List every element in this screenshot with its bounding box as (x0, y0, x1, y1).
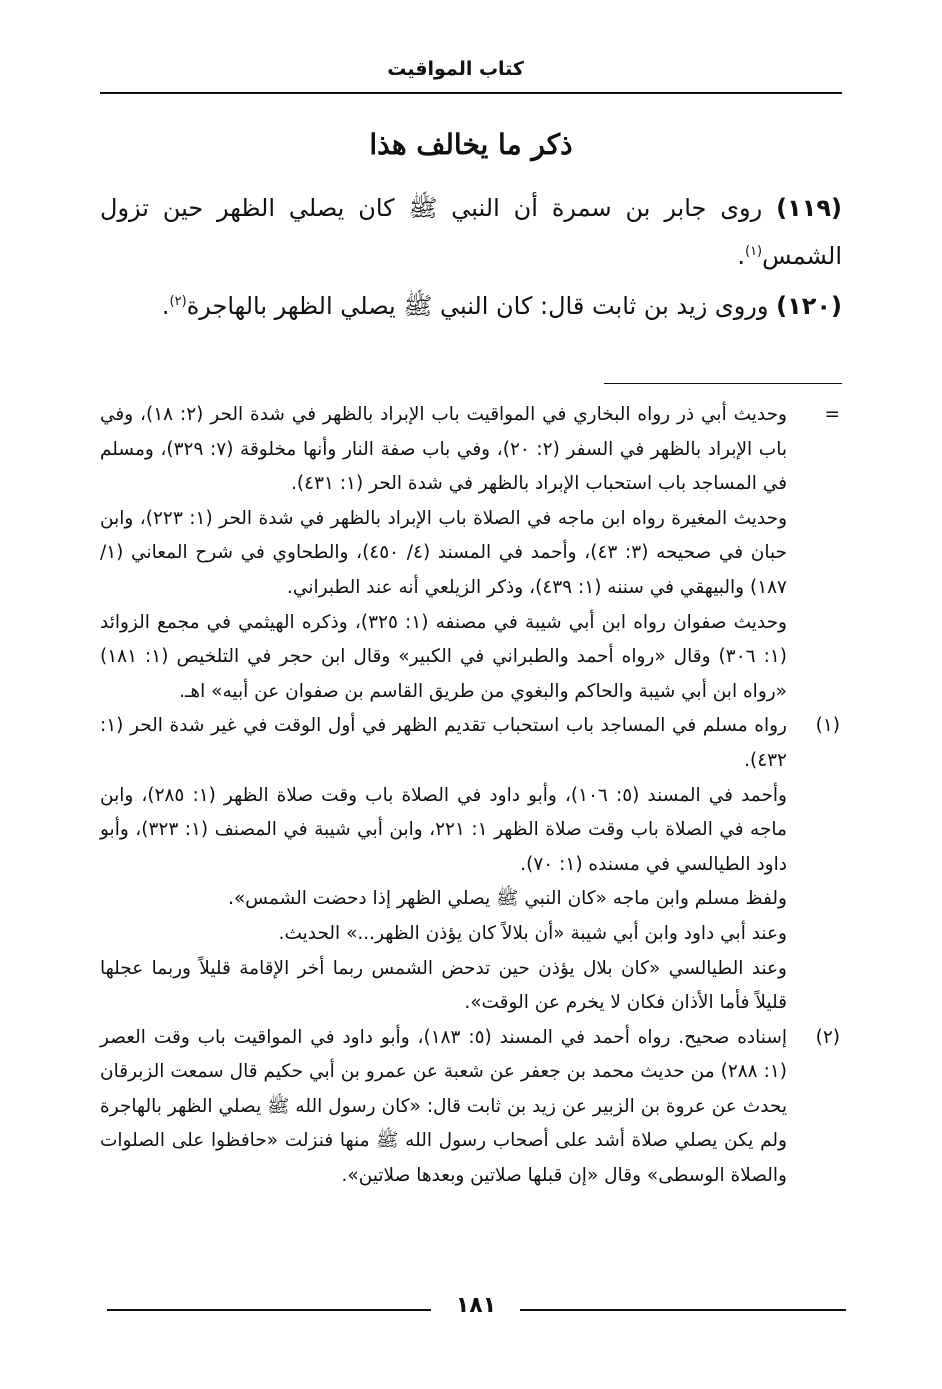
footnote-text: وعند أبي داود وابن أبي شيبة «أن بلالاً كان يؤذن الظهر...» الحديث. (278, 922, 787, 944)
footnote-text: وحديث المغيرة رواه ابن ماجه في الصلاة باب الإبراد بالظهر في شدة الحر (١: ٢٢٣)، وابن حبان في صحيحه (٣: ٤٣)، وأحمد في المسند (٤/ ٤٥٠)، والطحاوي في شرح المعاني (١/ ١٨٧) والبيهقي في سننه (١: ٤٣٩)، وذكر الزيلعي أنه عند الطبراني. (100, 507, 788, 598)
footnote-continuation (100, 398, 842, 502)
hadith-number: (١١٩) (776, 194, 842, 222)
header-rule (100, 92, 842, 94)
page-number: ١٨١ (455, 1293, 497, 1318)
hadith-text: روى جابر بن سمرة أن النبي ﷺ كان يصلي الظهر حين تزول الشمس (100, 194, 842, 270)
footnote-text: وأحمد في المسند (٥: ١٠٦)، وأبو داود في الصلاة باب وقت صلاة الظهر (١: ٢٨٥)، وابن ماجه في الصلاة باب وقت صلاة الظهر ١: ٢٢١، وابن أبي شيبة في المصنف (١: ٣٢٣)، وأبو داود الطيالسي في مسنده (١: ٧٠). (100, 784, 787, 875)
footnote-paragraph (100, 606, 842, 710)
footnote-paragraph (100, 952, 842, 1021)
hadith-paragraph (100, 184, 842, 280)
footnote-marker: = (824, 404, 840, 425)
footnote-reference: (٢) (169, 294, 187, 309)
footnote-marker: (١) (815, 715, 840, 737)
hadith-number: (١٢٠) (776, 292, 842, 320)
footnote-paragraph (100, 502, 842, 606)
hadith-end-punctuation: . (737, 242, 745, 270)
footnote-text: وعند الطيالسي «كان بلال يؤذن حين تدحض الشمس ربما أخر الإقامة قليلاً وربما عجلها قليلاً فأما الأذان فكان لا يخرم عن الوقت». (100, 957, 787, 1014)
section-title: ذكر ما يخالف هذا (369, 128, 573, 161)
footer-rule-right (520, 1309, 846, 1311)
footnote-2 (100, 1021, 842, 1194)
footnote-text: وحديث أبي ذر رواه البخاري في المواقيت باب الإبراد بالظهر في شدة الحر (٢: ١٨)، وفي باب الإبراد بالظهر في السفر (٢: ٢٠)، وفي باب صفة النار وأنها مخلوقة (٧: ٣٢٩)، ومسلم في المساجد باب استحباب الإبراد بالظهر في شدة الحر (١: ٤٣١). (100, 404, 787, 495)
footnote-marker: (٢) (815, 1026, 840, 1048)
footnote-text: رواه مسلم في المساجد باب استحباب تقديم الظهر في أول الوقت في غير شدة الحر (١: ٤٣٢). (100, 715, 787, 771)
footnote-text: وحديث صفوان رواه ابن أبي شيبة في مصنفه (١: ٣٢٥)، وذكره الهيثمي في مجمع الزوائد (١: ٣٠٦) وقال «رواه أحمد والطبراني في الكبير» وقال ابن حجر في التلخيص (١: ١٨١) «رواه ابن أبي شيبة والحاكم والبغوي من طريق القاسم بن صفوان عن أبيه» اهـ. (100, 611, 787, 702)
footnote-1 (100, 709, 842, 778)
footnote-paragraph (100, 917, 842, 952)
hadith-end-punctuation: . (161, 292, 170, 320)
footer-rule-left (107, 1309, 431, 1311)
footnote-paragraph (100, 779, 842, 883)
footnote-paragraph (100, 882, 842, 917)
hadith-text: وروى زيد بن ثابت قال: كان النبي ﷺ يصلي الظهر بالهاجرة (186, 292, 769, 320)
footnote-text: ولفظ مسلم وابن ماجه «كان النبي ﷺ يصلي الظهر إذا دحضت الشمس». (228, 888, 787, 910)
footnote-reference: (١) (744, 244, 763, 259)
hadith-paragraph (100, 282, 842, 330)
footnotes (100, 398, 842, 1194)
footnote-text: إسناده صحيح. رواه أحمد في المسند (٥: ١٨٣)، وأبو داود في المواقيت باب وقت العصر (١: ٢٨٨) من حديث محمد بن جعفر عن شعبة عن عمرو بن أبي حكيم قال سمعت الزبرقان يحدث عن عروة بن الزبير عن زيد بن ثابت قال: «كان رسول الله ﷺ يصلي الظهر بالهاجرة ولم يكن يصلي صلاة أشد على أصحاب رسول الله ﷺ منها فنزلت «حافظوا على الصلوات والصلاة الوسطى» وقال «إن قبلها صلاتين وبعدها صلاتين». (100, 1026, 788, 1187)
running-title: كتاب المواقيت (387, 58, 524, 80)
footnote-separator (604, 383, 842, 384)
